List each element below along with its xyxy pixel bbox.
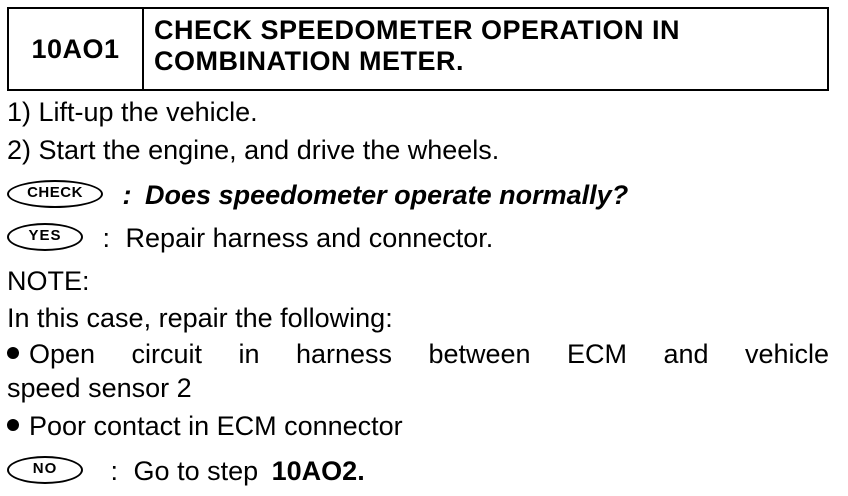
note-item-1-line-2: speed sensor 2 xyxy=(7,373,192,403)
check-row xyxy=(7,179,628,211)
no-row xyxy=(7,455,365,487)
instruction-step-2: 2) Start the engine, and drive the wheels. xyxy=(7,135,500,165)
step-title-line-2: COMBINATION METER. xyxy=(154,46,464,76)
note-intro: In this case, repair the following: xyxy=(7,303,393,333)
no-action-prefix: Go to step xyxy=(133,456,259,486)
check-question: Does speedometer operate normally? xyxy=(145,180,629,210)
no-badge-icon: NO xyxy=(7,456,83,484)
no-suffix: . xyxy=(357,456,365,486)
bullet-icon xyxy=(7,347,19,359)
instruction-step-1: 1) Lift-up the vehicle. xyxy=(7,97,258,127)
check-separator: : xyxy=(122,180,132,210)
yes-separator: : xyxy=(102,223,111,253)
note-item-2 xyxy=(7,410,403,442)
step-title xyxy=(144,9,827,89)
yes-action: Repair harness and connector. xyxy=(125,223,494,253)
step-code: 10AO1 xyxy=(9,9,144,89)
note-label: NOTE: xyxy=(7,266,90,296)
bullet-icon xyxy=(7,419,19,431)
step-title-line-1: CHECK SPEEDOMETER OPERATION IN xyxy=(154,15,681,45)
check-badge-icon: CHECK xyxy=(7,180,103,208)
no-target-step: 10AO2 xyxy=(271,456,358,486)
note-item-1-line-1: Open circuit in harness between ECM and vehicle xyxy=(29,339,829,369)
note-item-2-text: Poor contact in ECM connector xyxy=(29,411,403,441)
yes-row xyxy=(7,222,493,254)
step-header xyxy=(7,7,829,91)
no-separator: : xyxy=(110,456,119,486)
note-item-1 xyxy=(7,338,829,370)
yes-badge-icon: YES xyxy=(7,223,83,251)
